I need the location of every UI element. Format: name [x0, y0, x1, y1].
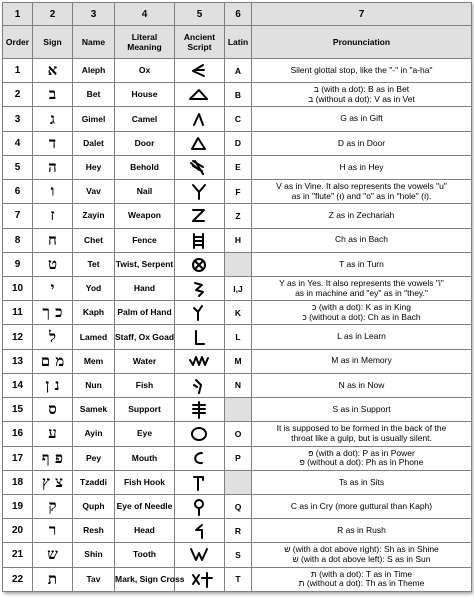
- letter-order: 12: [3, 325, 33, 349]
- letter-order: 21: [3, 543, 33, 567]
- letter-order: 19: [3, 494, 33, 518]
- table-row: [3, 204, 472, 228]
- latin-equivalent: R: [225, 519, 252, 543]
- header-latin: Latin: [225, 26, 252, 59]
- letter-name: Dalet: [73, 131, 115, 155]
- letter-order: 20: [3, 519, 33, 543]
- letter-order: 5: [3, 155, 33, 179]
- pronunciation: [252, 325, 472, 349]
- hebrew-letter: כ ך: [33, 301, 73, 325]
- column-number-row: [3, 3, 472, 26]
- letter-name: Lamed: [73, 325, 115, 349]
- nail-icon: [187, 182, 213, 201]
- ancient-script-cell: [175, 398, 225, 422]
- pronunciation: [252, 567, 472, 591]
- table-row: [3, 228, 472, 252]
- table-row: [3, 252, 472, 276]
- hebrew-letter: ד: [33, 131, 73, 155]
- pronunciation-line: S as in Support: [332, 403, 391, 414]
- hebrew-letter: ס: [33, 398, 73, 422]
- pronunciation-line: Y as in Yes. It also represents the vowels "i": [279, 278, 444, 289]
- pronunciation: [252, 180, 472, 204]
- letter-order: 6: [3, 180, 33, 204]
- ancient-script-cell: [175, 252, 225, 276]
- pronunciation-line: H as in Hey: [339, 161, 384, 172]
- letter-name: Ayin: [73, 422, 115, 446]
- letter-name: Quph: [73, 494, 115, 518]
- ancient-script-cell: [175, 276, 225, 300]
- needle-eye-icon: [187, 497, 213, 516]
- hebrew-letter: א: [33, 59, 73, 83]
- letter-name: Yod: [73, 276, 115, 300]
- pronunciation-line: שׂ (with a dot above left): S as in Sun: [292, 553, 431, 564]
- literal-meaning: Eye: [115, 422, 175, 446]
- hebrew-letter: מ ם: [33, 349, 73, 373]
- latin-equivalent: L: [225, 325, 252, 349]
- letter-name: Hey: [73, 155, 115, 179]
- latin-equivalent: F: [225, 180, 252, 204]
- ancient-script-cell: [175, 494, 225, 518]
- pronunciation-line: C as in Cry (more guttural than Kaph): [290, 500, 433, 511]
- weapon-icon: [187, 206, 213, 225]
- column-number: 1: [3, 3, 33, 26]
- literal-meaning: Fish: [115, 373, 175, 397]
- latin-equivalent: B: [225, 83, 252, 107]
- letter-order: 22: [3, 567, 33, 591]
- pronunciation-line: Silent glottal stop, like the "-" in "a-ha": [290, 64, 433, 75]
- pronunciation-line: Ch as in Bach: [335, 234, 388, 245]
- header-name: Name: [73, 26, 115, 59]
- pronunciation-line: as in "flute" (וּ) and "o" as in "hole" (וֹ).: [291, 190, 432, 201]
- literal-meaning: House: [115, 83, 175, 107]
- letter-order: 15: [3, 398, 33, 422]
- literal-meaning: Camel: [115, 107, 175, 131]
- latin-equivalent: K: [225, 301, 252, 325]
- table-row: [3, 301, 472, 325]
- pronunciation-line: M as in Memory: [331, 355, 392, 366]
- pronunciation-line: Z as in Zechariah: [328, 210, 395, 221]
- table-row: [3, 567, 472, 591]
- literal-meaning: Ox: [115, 59, 175, 83]
- table-row: [3, 422, 472, 446]
- letter-order: 17: [3, 446, 33, 470]
- latin-equivalent: I,J: [225, 276, 252, 300]
- door-icon: [187, 134, 213, 153]
- literal-meaning: Mark, Sign Cross: [115, 567, 175, 591]
- ancient-script-cell: [175, 349, 225, 373]
- staff-icon: [187, 328, 213, 347]
- pronunciation: [252, 83, 472, 107]
- pronunciation: [252, 373, 472, 397]
- water-icon: [187, 352, 213, 371]
- pronunciation: [252, 228, 472, 252]
- pronunciation-line: פ (without a dot): Ph as in Phone: [299, 457, 424, 468]
- ancient-script-cell: [175, 59, 225, 83]
- pronunciation: [252, 301, 472, 325]
- latin-equivalent: H: [225, 228, 252, 252]
- fish-hook-icon: [187, 473, 213, 492]
- pronunciation: [252, 276, 472, 300]
- column-number: 6: [225, 3, 252, 26]
- ancient-script-cell: [175, 373, 225, 397]
- letter-name: Samek: [73, 398, 115, 422]
- column-number: 3: [73, 3, 115, 26]
- pronunciation-line: כ (without a dot): Ch as in Bach: [302, 311, 421, 322]
- table-row: [3, 180, 472, 204]
- column-number: 5: [175, 3, 225, 26]
- hebrew-letter: נ ן: [33, 373, 73, 397]
- letter-name: Kaph: [73, 301, 115, 325]
- letter-name: Tzaddi: [73, 470, 115, 494]
- latin-equivalent: [225, 470, 252, 494]
- latin-equivalent: M: [225, 349, 252, 373]
- hebrew-letter: ל: [33, 325, 73, 349]
- pronunciation-line: throat like a gulp, but is usually silent.: [291, 432, 432, 443]
- fence-icon: [187, 231, 213, 250]
- table-row: [3, 131, 472, 155]
- hebrew-letter: צ ץ: [33, 470, 73, 494]
- letter-name: Gimel: [73, 107, 115, 131]
- header-literal-meaning: Literal Meaning: [115, 26, 175, 59]
- table-row: [3, 398, 472, 422]
- ancient-script-cell: [175, 107, 225, 131]
- pronunciation: [252, 422, 472, 446]
- house-icon: [187, 85, 213, 104]
- hebrew-alphabet-table: [2, 2, 472, 592]
- letter-name: Nun: [73, 373, 115, 397]
- letter-name: Vav: [73, 180, 115, 204]
- latin-equivalent: T: [225, 567, 252, 591]
- hand-icon: [187, 279, 213, 298]
- pronunciation-line: בּ (with a dot): B as in Bet: [313, 84, 410, 95]
- ancient-script-cell: [175, 543, 225, 567]
- mouth-icon: [187, 449, 213, 468]
- latin-equivalent: E: [225, 155, 252, 179]
- pronunciation: [252, 155, 472, 179]
- hebrew-letter: ת: [33, 567, 73, 591]
- literal-meaning: Eye of Needle: [115, 494, 175, 518]
- table-row: [3, 543, 472, 567]
- alphabet-table-frame: [2, 2, 471, 592]
- letter-name: Bet: [73, 83, 115, 107]
- ancient-script-cell: [175, 422, 225, 446]
- latin-equivalent: N: [225, 373, 252, 397]
- palm-icon: [187, 303, 213, 322]
- pronunciation-line: It is supposed to be formed in the back of the: [276, 423, 447, 434]
- pronunciation-line: Ts as in Sits: [338, 476, 385, 487]
- letter-order: 11: [3, 301, 33, 325]
- letter-order: 16: [3, 422, 33, 446]
- pronunciation: [252, 494, 472, 518]
- letter-name: Aleph: [73, 59, 115, 83]
- latin-equivalent: [225, 398, 252, 422]
- letter-order: 1: [3, 59, 33, 83]
- column-header-row: [3, 26, 472, 59]
- letter-name: Shin: [73, 543, 115, 567]
- pronunciation: [252, 252, 472, 276]
- ancient-script-cell: [175, 519, 225, 543]
- table-body: [3, 59, 472, 592]
- ancient-script-cell: [175, 204, 225, 228]
- latin-equivalent: C: [225, 107, 252, 131]
- table-row: [3, 59, 472, 83]
- hebrew-letter: פ ף: [33, 446, 73, 470]
- table-row: [3, 155, 472, 179]
- ancient-script-cell: [175, 446, 225, 470]
- literal-meaning: Behold: [115, 155, 175, 179]
- hebrew-letter: ו: [33, 180, 73, 204]
- table-row: [3, 83, 472, 107]
- header-sign: Sign: [33, 26, 73, 59]
- pronunciation-line: D as in Door: [337, 137, 386, 148]
- pronunciation-line: פּ (with a dot): P as in Power: [308, 447, 415, 458]
- header-ancient-script: Ancient Script: [175, 26, 225, 59]
- literal-meaning: Twist, Serpent: [115, 252, 175, 276]
- letter-name: Tet: [73, 252, 115, 276]
- ancient-script-cell: [175, 131, 225, 155]
- behold-icon: [187, 158, 213, 177]
- pronunciation: [252, 349, 472, 373]
- ancient-script-cell: [175, 180, 225, 204]
- ancient-script-cell: [175, 301, 225, 325]
- table-row: [3, 470, 472, 494]
- pronunciation: [252, 398, 472, 422]
- pronunciation: [252, 519, 472, 543]
- hebrew-letter: ע: [33, 422, 73, 446]
- head-icon: [187, 521, 213, 540]
- letter-name: Tav: [73, 567, 115, 591]
- letter-name: Mem: [73, 349, 115, 373]
- table-row: [3, 107, 472, 131]
- literal-meaning: Weapon: [115, 204, 175, 228]
- fish-icon: [187, 376, 213, 395]
- hebrew-letter: ז: [33, 204, 73, 228]
- pronunciation: [252, 131, 472, 155]
- pronunciation: [252, 59, 472, 83]
- pronunciation-line: G as in Gift: [340, 113, 383, 124]
- latin-equivalent: S: [225, 543, 252, 567]
- ancient-script-cell: [175, 155, 225, 179]
- pronunciation-line: V as in Vine. It also represents the vowels "u": [276, 181, 447, 192]
- pronunciation: [252, 107, 472, 131]
- table-row: [3, 349, 472, 373]
- letter-order: 14: [3, 373, 33, 397]
- letter-name: Pey: [73, 446, 115, 470]
- letter-order: 8: [3, 228, 33, 252]
- pronunciation: [252, 543, 472, 567]
- mark-cross-icon: [187, 570, 213, 589]
- table-row: [3, 446, 472, 470]
- letter-order: 3: [3, 107, 33, 131]
- literal-meaning: Hand: [115, 276, 175, 300]
- pronunciation-line: T as in Turn: [339, 258, 384, 269]
- camel-foot-icon: [187, 110, 213, 129]
- header-pronunciation: Pronunciation: [252, 26, 472, 59]
- header-order: Order: [3, 26, 33, 59]
- table-row: [3, 373, 472, 397]
- table-row: [3, 519, 472, 543]
- pronunciation-line: ב (without a dot): V as in Vet: [308, 93, 415, 104]
- pronunciation-line: כּ (with a dot): K as in King: [312, 302, 411, 313]
- pronunciation: [252, 470, 472, 494]
- literal-meaning: Support: [115, 398, 175, 422]
- column-number: 4: [115, 3, 175, 26]
- hebrew-letter: ר: [33, 519, 73, 543]
- twist-icon: [187, 255, 213, 274]
- hebrew-letter: ש: [33, 543, 73, 567]
- pronunciation-line: R as in Rush: [337, 525, 386, 536]
- literal-meaning: Mouth: [115, 446, 175, 470]
- column-number: 7: [252, 3, 472, 26]
- letter-order: 18: [3, 470, 33, 494]
- pronunciation-line: L as in Learn: [337, 331, 386, 342]
- pronunciation-line: N as in Now: [338, 379, 385, 390]
- latin-equivalent: [225, 252, 252, 276]
- literal-meaning: Water: [115, 349, 175, 373]
- hebrew-letter: ק: [33, 494, 73, 518]
- literal-meaning: Tooth: [115, 543, 175, 567]
- table-row: [3, 276, 472, 300]
- letter-order: 4: [3, 131, 33, 155]
- column-number: 2: [33, 3, 73, 26]
- ancient-script-cell: [175, 470, 225, 494]
- letter-name: Chet: [73, 228, 115, 252]
- latin-equivalent: P: [225, 446, 252, 470]
- ox-head-icon: [187, 61, 213, 80]
- hebrew-letter: ב: [33, 83, 73, 107]
- letter-order: 10: [3, 276, 33, 300]
- table-row: [3, 325, 472, 349]
- literal-meaning: Staff, Ox Goad: [115, 325, 175, 349]
- literal-meaning: Palm of Hand: [115, 301, 175, 325]
- latin-equivalent: Q: [225, 494, 252, 518]
- letter-order: 13: [3, 349, 33, 373]
- ancient-script-cell: [175, 228, 225, 252]
- latin-equivalent: D: [225, 131, 252, 155]
- latin-equivalent: Z: [225, 204, 252, 228]
- ancient-script-cell: [175, 325, 225, 349]
- letter-name: Zayin: [73, 204, 115, 228]
- hebrew-letter: ה: [33, 155, 73, 179]
- hebrew-letter: ט: [33, 252, 73, 276]
- literal-meaning: Head: [115, 519, 175, 543]
- letter-order: 7: [3, 204, 33, 228]
- support-icon: [187, 400, 213, 419]
- pronunciation-line: תּ (with a dot): T as in Time: [310, 568, 413, 579]
- literal-meaning: Fish Hook: [115, 470, 175, 494]
- pronunciation: [252, 204, 472, 228]
- ancient-script-cell: [175, 83, 225, 107]
- hebrew-letter: ח: [33, 228, 73, 252]
- pronunciation: [252, 446, 472, 470]
- hebrew-letter: י: [33, 276, 73, 300]
- letter-order: 9: [3, 252, 33, 276]
- literal-meaning: Fence: [115, 228, 175, 252]
- latin-equivalent: A: [225, 59, 252, 83]
- tooth-icon: [187, 545, 213, 564]
- pronunciation-line: ת (without a dot): Th as in Theme: [298, 578, 425, 589]
- pronunciation-line: as in machine and "ey" as in "they.": [295, 287, 428, 298]
- letter-order: 2: [3, 83, 33, 107]
- letter-name: Resh: [73, 519, 115, 543]
- literal-meaning: Door: [115, 131, 175, 155]
- latin-equivalent: O: [225, 422, 252, 446]
- pronunciation-line: שׁ (with a dot above right): Sh as in Shine: [284, 544, 439, 555]
- literal-meaning: Nail: [115, 180, 175, 204]
- eye-icon: [187, 424, 213, 443]
- table-row: [3, 494, 472, 518]
- hebrew-letter: ג: [33, 107, 73, 131]
